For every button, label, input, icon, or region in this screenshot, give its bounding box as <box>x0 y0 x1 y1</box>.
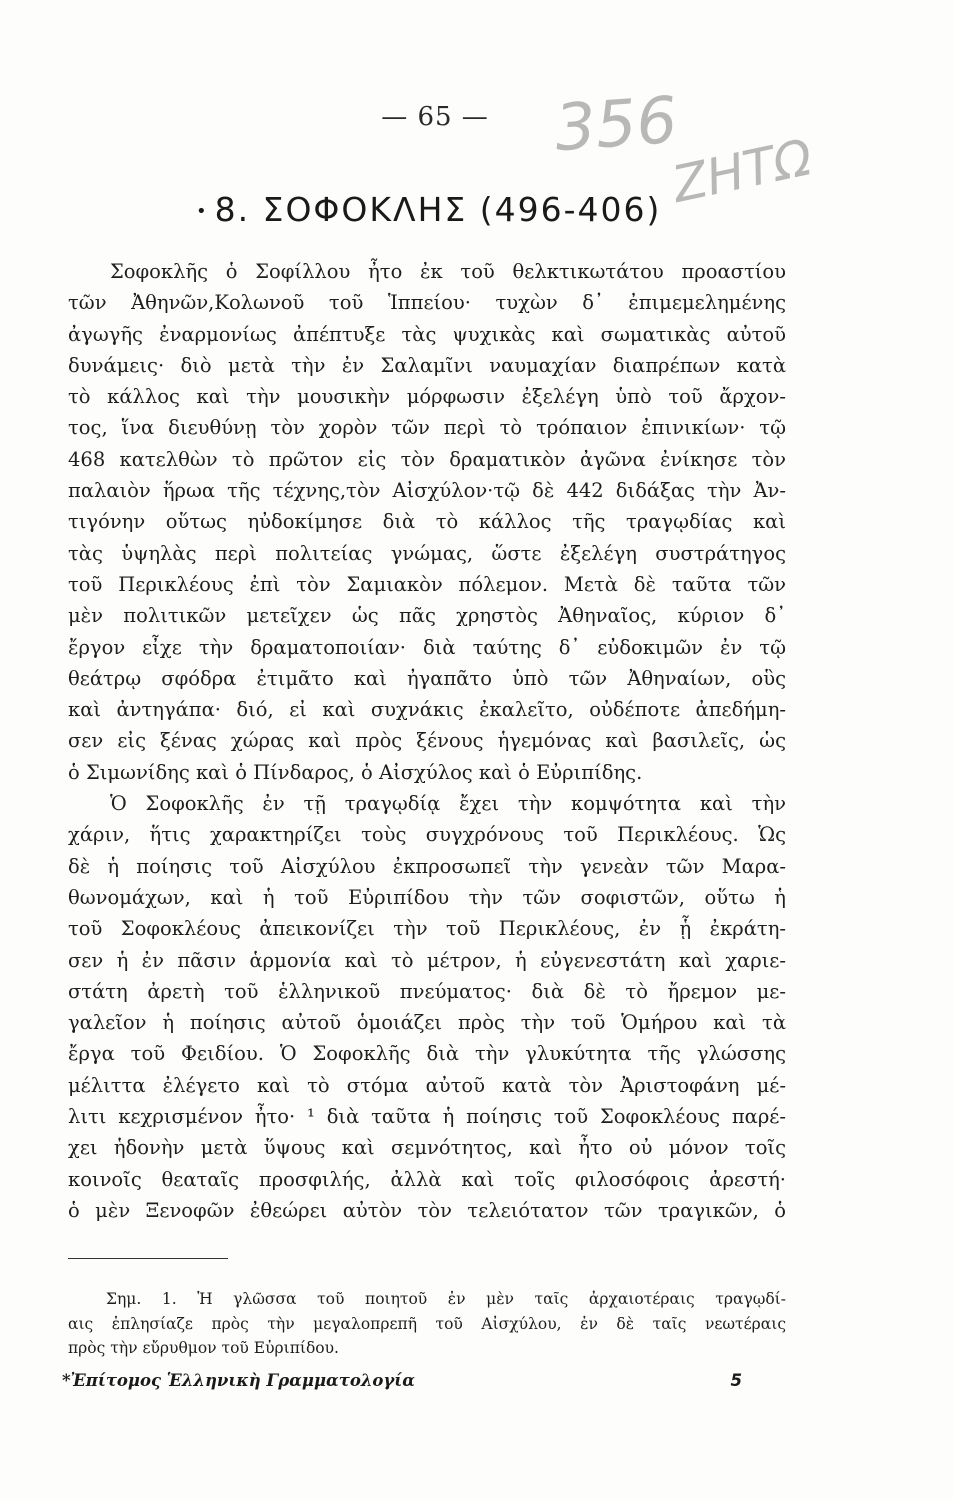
body-line: 468 κατελθὼν τὸ πρῶτον εἰς τὸν δραματικὸν ἀγῶνα ἐνίκησε τὸν <box>68 447 786 471</box>
body-line: θωνομάχων, καὶ ἡ τοῦ Εὐριπίδου τὴν τῶν σοφιστῶν, οὕτω ἡ <box>68 885 786 909</box>
body-line: παλαιὸν ἥρωα τῆς τέχνης,τὸν Αἰσχύλον·τῷ δὲ 442 διδάξας τὴν Ἀν- <box>68 479 786 503</box>
heading-bullet: • <box>196 201 209 222</box>
signature-number: 5 <box>730 1371 742 1390</box>
signature-title: *Ἐπίτομος Ἑλληνικὴ Γραμματολογία <box>62 1371 415 1390</box>
body-line: τοῦ Περικλέους ἐπὶ τὸν Σαμιακὸν πόλεμον. Μετὰ δὲ ταῦτα τῶν <box>68 572 786 596</box>
body-line: μὲν πολιτικῶν μετεῖχεν ὡς πᾶς χρηστὸς Ἀθηναῖος, κύριον δ᾽ <box>68 604 786 628</box>
body-line: δυνάμεις· διὸ μετὰ τὴν ἐν Σαλαμῖνι ναυμαχίαν διαπρέπων κατὰ <box>68 353 786 377</box>
page-number: — 65 — <box>381 102 489 132</box>
body-line: ὁ μὲν Ξενοφῶν ἐθεώρει αὐτὸν τὸν τελειότατον τῶν τραγικῶν, ὁ <box>68 1198 786 1222</box>
body-line: λιτι κεχρισμένον ἦτο· ¹ διὰ ταῦτα ἡ ποίησις τοῦ Σοφοκλέους παρέ- <box>68 1105 786 1129</box>
body-line: τοῦ Σοφοκλέους ἀπεικονίζει τὴν τοῦ Περικλέους, ἐν ᾗ ἐκράτη- <box>68 917 786 941</box>
body-line: σεν εἰς ξένας χώρας καὶ πρὸς ξένους ἡγεμόνας καὶ βασιλεῖς, ὡς <box>68 729 786 753</box>
footnote-line: αις ἐπλησίαζε πρὸς τὴν μεγαλοπρεπῆ τοῦ Αἰσχύλου, ἐν δὲ ταῖς νεωτέραις <box>68 1314 786 1333</box>
body-line: Ὁ Σοφοκλῆς ἐν τῇ τραγῳδίᾳ ἔχει τὴν κομψότητα καὶ τὴν <box>110 792 786 816</box>
body-line: ἔργα τοῦ Φειδίου. Ὁ Σοφοκλῆς διὰ τὴν γλυκύτητα τῆς γλώσσης <box>68 1042 786 1066</box>
body-line: κοινοῖς θεαταῖς προσφιλής, ἀλλὰ καὶ τοῖς φιλοσόφοις ἀρεστή· <box>68 1167 786 1191</box>
body-line: τῶν Ἀθηνῶν,Κολωνοῦ τοῦ Ἱππείου· τυχὼν δ᾽ ἐπιμεμελημένης <box>68 291 786 315</box>
pencil-annotation-word: ΖΗΤΩ <box>667 128 818 214</box>
body-line: ἀγωγῆς ἐναρμονίως ἀπέπτυξε τὰς ψυχικὰς καὶ σωματικὰς αὐτοῦ <box>68 322 786 346</box>
body-line: γαλεῖον ἡ ποίησις αὐτοῦ ὁμοιάζει πρὸς τὴν τοῦ Ὁμήρου καὶ τὰ <box>68 1011 786 1035</box>
body-line: τὸ κάλλος καὶ τὴν μουσικὴν μόρφωσιν ἐξελέγη ὑπὸ τοῦ ἄρχον- <box>68 385 786 409</box>
body-line: σεν ἡ ἐν πᾶσιν ἁρμονία καὶ τὸ μέτρον, ἡ εὐγενεστάτη καὶ χαριε- <box>68 948 786 972</box>
body-line: καὶ ἀντηγάπα· διό, εἰ καὶ συχνάκις ἐκαλεῖτο, οὐδέποτε ἀπεδήμη- <box>68 698 786 722</box>
footnote-line: πρὸς τὴν εὔρυθμον τοῦ Εὐριπίδου. <box>68 1339 339 1357</box>
pencil-annotation-number: 356 <box>552 83 680 167</box>
body-line: τὰς ὑψηλὰς περὶ πολιτείας γνώμας, ὥστε ἐξελέγη συστράτηγος <box>68 541 786 565</box>
body-line: Σοφοκλῆς ὁ Σοφίλλου ἦτο ἐκ τοῦ θελκτικωτάτου προαστίου <box>110 260 786 283</box>
body-line: ὁ Σιμωνίδης καὶ ὁ Πίνδαρος, ὁ Αἰσχύλος καὶ ὁ Εὐριπίδης. <box>68 760 643 784</box>
body-line: τος, ἵνα διευθύνῃ τὸν χορὸν τῶν περὶ τὸ τρόπαιον ἐπινικίων· τῷ <box>68 416 786 440</box>
body-line: ἔργον εἶχε τὴν δραματοποιίαν· διὰ ταύτης δ᾽ εὐδοκιμῶν ἐν τῷ <box>68 635 786 659</box>
body-text <box>68 256 786 1226</box>
body-line: χάριν, ἥτις χαρακτηρίζει τοὺς συγχρόνους τοῦ Περικλέους. Ὡς <box>68 823 786 847</box>
printer-signature <box>62 1371 742 1390</box>
footnote-divider <box>68 1258 228 1259</box>
footnote-line: Σημ. 1. Ἡ γλῶσσα τοῦ ποιητοῦ ἐν μὲν ταῖς ἀρχαιοτέραις τραγῳδί- <box>106 1290 786 1308</box>
body-line: τιγόνην οὕτως ηὐδοκίμησε διὰ τὸ κάλλος τῆς τραγῳδίας καὶ <box>68 510 786 534</box>
chapter-heading <box>196 190 756 229</box>
body-line: χει ἡδονὴν μετὰ ὕψους καὶ σεμνότητος, καὶ ἦτο οὐ μόνον τοῖς <box>68 1136 786 1160</box>
body-line: στάτη ἀρετὴ τοῦ ἑλληνικοῦ πνεύματος· διὰ δὲ τὸ ἤρεμον με- <box>68 979 786 1003</box>
heading-title: 8. ΣΟΦΟΚΛΗΣ (496-406) <box>214 190 662 229</box>
body-line: δὲ ἡ ποίησις τοῦ Αἰσχύλου ἐκπροσωπεῖ τὴν γενεὰν τῶν Μαρα- <box>68 854 786 878</box>
body-line: μέλιττα ἐλέγετο καὶ τὸ στόμα αὐτοῦ κατὰ τὸν Ἀριστοφάνη μέ- <box>68 1073 786 1097</box>
body-line: θεάτρῳ σφόδρα ἐτιμᾶτο καὶ ἠγαπᾶτο ὑπὸ τῶν Ἀθηναίων, οὓς <box>68 666 786 690</box>
footnote <box>68 1287 786 1361</box>
